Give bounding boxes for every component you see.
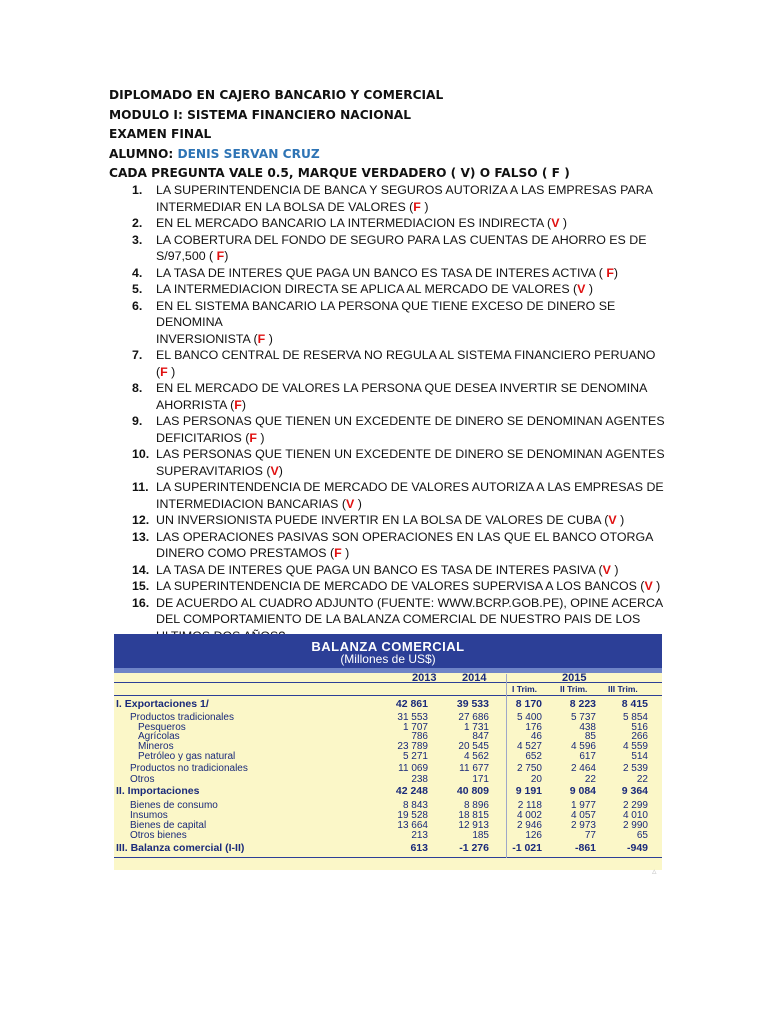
question-text: EL BANCO CENTRAL DE RESERVA NO REGULA AL SISTEMA FINANCIERO PERUANO ( [156,348,656,379]
row-value: 65 [636,830,648,841]
question-item [108,446,668,479]
row-value: -861 [574,842,596,854]
row-label: Productos tradicionales [130,712,234,723]
answer-close: ) [241,397,246,412]
question-number: 13. [132,529,150,544]
question-number: 4. [132,265,143,280]
row-label: Insumos [130,810,168,821]
question-item [108,512,668,529]
table-row [114,751,662,762]
answer-close: ) [278,463,283,478]
row-value: 617 [579,751,596,762]
row-value: 5 271 [402,751,428,762]
row-value: 9 364 [621,785,648,797]
answer-close: ) [224,249,229,263]
answer-close: ) [265,331,273,346]
question-text: EN EL MERCADO BANCARIO LA INTERMEDIACION ES INDIRECTA ( [156,216,552,230]
question-number: 11. [132,480,149,494]
answer-mark: V [608,513,617,527]
row-value: 85 [584,731,596,742]
year-2013: 2013 [412,672,437,684]
question-number: 6. [132,298,143,313]
question-item [108,347,668,380]
answer-close: ) [256,430,265,445]
question-number: 15. [132,579,150,593]
question-number: 7. [132,348,143,362]
table-row [114,774,662,785]
row-value: 4 002 [516,810,542,821]
question-item [108,298,668,348]
row-value: 22 [584,774,596,785]
answer-mark: V [551,216,560,230]
row-value: 11 069 [398,763,428,774]
row-label: III. Balanza comercial (I-II) [116,842,245,854]
row-value: 8 170 [515,698,542,710]
row-value: 11 677 [459,763,489,774]
table-row [114,786,662,797]
row-value: 613 [410,842,428,854]
header-rule-bottom [114,695,662,696]
row-label: Petróleo y gas natural [138,751,236,762]
question-number: 12. [132,513,150,527]
question-number: 2. [132,216,143,230]
question-text: LAS PERSONAS QUE TIENEN UN EXCEDENTE DE DINERO SE DENOMINAN AGENTES DEFICITARIOS ( [156,414,665,445]
question-number: 10. [132,447,150,461]
row-value: 20 [530,774,542,785]
answer-close: ) [616,513,625,527]
row-value: 4 562 [463,751,489,762]
row-value: 786 [411,731,428,742]
row-value: 266 [631,731,648,742]
answer-close: ) [420,199,429,214]
table-row [114,843,662,854]
row-value: 1 977 [570,800,596,811]
module-title: MODULO I: SISTEMA FINANCIERO NACIONAL [109,107,411,122]
row-value: 8 843 [402,800,428,811]
row-value: 5 737 [570,712,596,723]
question-text: LAS PERSONAS QUE TIENEN UN EXCEDENTE DE DINERO SE DENOMINAN AGENTES SUPERAVITARIOS ( [156,447,665,478]
question-item [108,265,668,282]
row-value: 40 809 [456,785,489,797]
footer-rule [114,857,662,858]
answer-close: ) [613,265,619,280]
answer-mark: F [160,364,168,379]
row-value: 171 [472,774,489,785]
answer-mark: F [234,397,242,412]
question-item [108,281,668,298]
question-number: 1. [132,183,143,197]
question-text: LA INTERMEDIACION DIRECTA SE APLICA AL MERCADO DE VALORES ( [156,282,578,296]
row-label: Otros [130,774,155,785]
row-label: Bienes de capital [130,820,207,831]
row-value: 1 707 [402,722,428,733]
question-item [108,529,668,562]
answer-close: ) [341,546,350,560]
row-value: 514 [631,751,648,762]
question-item [108,215,668,232]
row-value: 185 [472,830,489,841]
question-number: 9. [132,414,143,428]
row-value: 9 084 [569,785,596,797]
quarter-3: III Trim. [608,684,638,694]
answer-mark: V [602,562,611,577]
row-label: Agrícolas [138,731,180,742]
answer-close: ) [585,282,593,296]
row-label: Productos no tradicionales [130,763,248,774]
answer-close: ) [610,562,619,577]
student-name: DENIS SERVAN CRUZ [177,146,320,161]
question-text: EN EL MERCADO DE VALORES LA PERSONA QUE DESEA INVERTIR SE DENOMINA AHORRISTA ( [156,381,648,412]
row-value: 2 118 [517,800,542,811]
row-value: 4 527 [516,741,542,752]
row-value: 42 248 [395,785,428,797]
answer-close: ) [559,216,568,230]
row-value: 438 [579,722,596,733]
trade-balance-table [114,634,662,870]
answer-mark: V [270,463,279,478]
question-number: 16. [132,595,150,610]
row-value: 4 010 [622,810,648,821]
row-value: 2 539 [622,763,648,774]
row-value: 2 750 [516,763,542,774]
answer-mark: V [346,496,355,511]
row-value: 46 [530,731,542,742]
student-line [109,145,669,165]
answer-mark: F [606,265,614,280]
row-value: 1 731 [463,722,489,733]
question-text: LA SUPERINTENDENCIA DE MERCADO DE VALORES SUPERVISA A LOS BANCOS ( [156,579,645,593]
question-text: LA SUPERINTENDENCIA DE MERCADO DE VALORES AUTORIZA A LAS EMPRESAS DE INTERMEDIACION BANCARIAS ( [156,480,664,511]
question-text: EN EL SISTEMA BANCARIO LA PERSONA QUE TIENE EXCESO DE DINERO SE DENOMINA INVERSIONISTA ( [156,298,616,346]
answer-close: ) [652,579,661,593]
row-value: 213 [411,830,428,841]
row-label: Mineros [138,741,174,752]
row-value: -1 021 [512,842,542,854]
table-title: BALANZA COMERCIAL [311,639,465,654]
row-value: 42 861 [395,698,428,710]
row-value: 18 815 [458,810,489,821]
row-value: 2 990 [622,820,648,831]
row-value: 31 553 [397,712,428,723]
question-item [108,413,668,446]
exam-header [109,86,669,184]
row-label: Pesqueros [138,722,186,733]
row-value: 77 [584,830,596,841]
row-value: 2 299 [622,800,648,811]
row-value: 2 973 [570,820,596,831]
row-value: 13 664 [397,820,428,831]
row-value: 126 [525,830,542,841]
exam-title: EXAMEN FINAL [109,127,212,141]
question-text: LA COBERTURA DEL FONDO DE SEGURO PARA LAS CUENTAS DE AHORRO ES DE S/97,500 ( [156,232,647,263]
answer-mark: V [577,282,586,296]
row-value: 652 [525,751,542,762]
row-value: 39 533 [456,698,489,710]
question-number: 14. [132,562,150,577]
question-text: LA SUPERINTENDENCIA DE BANCA Y SEGUROS AUTORIZA A LAS EMPRESAS PARA INTERMEDIAR EN LA BOLSA DE VALORES ( [156,183,653,214]
table-subtitle: (Millones de US$) [340,652,436,666]
row-label: Bienes de consumo [130,800,218,811]
year-2015: 2015 [562,672,587,684]
row-value: 516 [631,722,648,733]
row-value: -1 276 [459,842,489,854]
quarter-1: I Trim. [512,684,538,694]
question-item [108,562,668,579]
answer-mark: F [334,546,342,560]
course-title: DIPLOMADO EN CAJERO BANCARIO Y COMERCIAL [109,88,444,102]
answer-mark: F [216,249,225,263]
question-text: UN INVERSIONISTA PUEDE INVERTIR EN LA BOLSA DE VALORES DE CUBA ( [156,513,609,527]
row-value: 8 896 [463,800,489,811]
row-value: 9 191 [515,785,542,797]
row-value: 5 400 [516,712,542,723]
row-value: 20 545 [458,741,489,752]
row-value: 4 057 [570,810,596,821]
row-value: 19 528 [397,810,428,821]
year-2014: 2014 [462,672,487,684]
row-label: Otros bienes [130,830,187,841]
question-number: 8. [132,381,143,395]
quarter-2: II Trim. [560,684,588,694]
answer-mark: F [257,331,266,346]
row-value: 8 223 [569,698,596,710]
row-label: I. Exportaciones 1/ [116,698,209,710]
answer-mark: F [249,430,257,445]
table-row [114,763,662,774]
row-value: 238 [411,774,428,785]
answer-close: ) [167,364,176,379]
instructions: CADA PREGUNTA VALE 0.5, MARQUE VERDADERO ( V) O FALSO ( F ) [109,166,570,180]
row-value: 4 596 [570,741,596,752]
row-value: 5 854 [622,712,648,723]
row-value: 22 [636,774,648,785]
row-value: 2 464 [570,763,596,774]
row-value: -949 [626,842,648,854]
question-text: DE ACUERDO AL CUADRO ADJUNTO (FUENTE: WWW.BCRP.GOB.PE), OPINE ACERCA DEL COMPORTAMIENTO DE LA BALANZA COMERCIAL DE NUESTRO PAIS DE LOS [156,595,664,626]
row-value: 8 415 [621,698,648,710]
row-value: 176 [525,722,542,733]
question-item [108,182,668,215]
question-number: 3. [132,232,143,247]
row-value: 27 686 [458,712,489,723]
question-item [108,232,668,265]
answer-close: ) [354,496,362,511]
answer-mark: V [644,579,653,593]
question-list [108,182,668,644]
corner-mark-icon: ▵ [652,866,657,876]
question-text: LA TASA DE INTERES QUE PAGA UN BANCO ES TASA DE INTERES ACTIVA ( [156,265,607,280]
row-value: 12 913 [458,820,489,831]
row-value: 23 789 [397,741,428,752]
question-item [108,578,668,595]
table-row [114,699,662,710]
question-text: LAS OPERACIONES PASIVAS SON OPERACIONES EN LAS QUE EL BANCO OTORGA DINERO COMO PRESTAMOS ( [156,529,654,560]
row-value: 4 559 [622,741,648,752]
student-label: ALUMNO: [109,146,178,161]
question-text: LA TASA DE INTERES QUE PAGA UN BANCO ES TASA DE INTERES PASIVA ( [156,562,603,577]
question-number: 5. [132,282,143,296]
row-label: II. Importaciones [116,785,200,797]
row-value: 847 [472,731,489,742]
question-item [108,380,668,413]
row-value: 2 946 [516,820,542,831]
answer-mark: F [413,199,421,214]
table-row [114,830,662,841]
question-item [108,479,668,512]
